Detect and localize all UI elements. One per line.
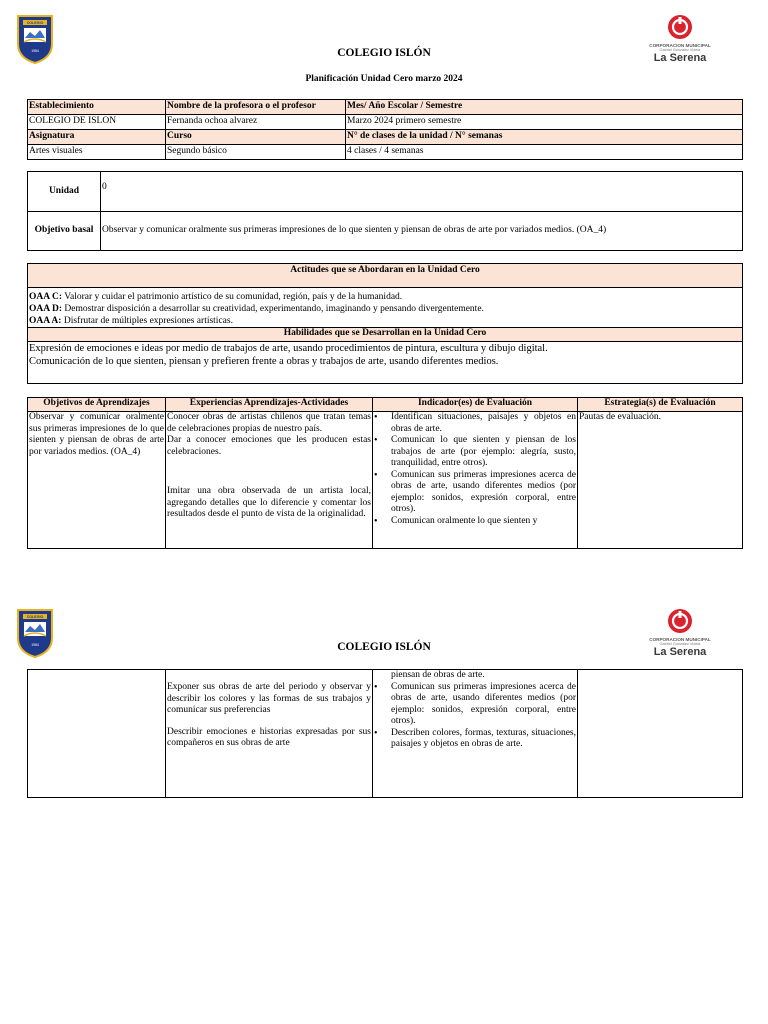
value-subject: Artes visuales xyxy=(28,145,166,160)
header-establishment: Establecimiento xyxy=(28,100,166,115)
skills-list xyxy=(28,342,743,384)
page-title: COLEGIO ISLÓN xyxy=(337,47,431,59)
attitudes-table xyxy=(27,263,743,384)
col-experiences: Experiencias Aprendizajes-Actividades xyxy=(166,398,373,412)
city-name: La Serena xyxy=(653,646,707,658)
attitude-item: OAA A: Disfrutar de múltiples expresiones artísticas. xyxy=(29,316,233,326)
indicator-item: • Comunican sus primeras impresiones acerca de obras de arte, usando diferentes medios (por ejemplo: sonidos, expresión corporal, entre otros). xyxy=(374,682,576,728)
page-subtitle: Planificación Unidad Cero marzo 2024 xyxy=(305,74,463,84)
attitude-item: OAA D: Demostrar disposición a desarrollar su creatividad, experimentando, imaginando y pensando divergentemente. xyxy=(29,304,484,314)
value-establishment: COLEGIO DE ISLON xyxy=(28,115,166,130)
la-serena-emblem-icon xyxy=(667,608,693,634)
unit-table xyxy=(27,171,743,251)
indicator-item: • Comunican sus primeras impresiones acerca de obras de arte, usando diferentes medios (por ejemplo: sonidos, expresión corporal, entre otros). xyxy=(374,470,576,516)
page-title: COLEGIO ISLÓN xyxy=(337,641,431,653)
activity-item: Imitar una obra observada de un artista local, agregando detalles que lo diferencie y comentar los resultados desde el punto de vista de la originalidad. xyxy=(167,486,371,519)
header-classes: N° de clases de la unidad / N° semanas xyxy=(346,130,743,145)
strategy-cell: Pautas de evaluación. xyxy=(578,412,743,549)
city-name: La Serena xyxy=(653,52,707,64)
header-month-year: Mes/ Año Escolar / Semestre xyxy=(346,100,743,115)
activities-cell xyxy=(166,412,373,549)
unit-value: 0 xyxy=(101,172,743,212)
value-month-year: Marzo 2024 primero semestre xyxy=(346,115,743,130)
col-objectives: Objetivos de Aprendizajes xyxy=(28,398,166,412)
activity-item: Exponer sus obras de arte del periodo y observar y describir los colores y las formas de sus trabajos y comunicar sus preferencias xyxy=(167,682,371,715)
unit-label: Unidad xyxy=(28,172,101,212)
header-teacher: Nombre de la profesora o el profesor xyxy=(166,100,346,115)
strategy-cell xyxy=(578,670,743,798)
corp-subline: Gabriel González Videla xyxy=(659,48,701,52)
indicators-cell xyxy=(373,670,578,798)
corp-line: CORPORACION MUNICIPAL xyxy=(649,43,711,48)
indicator-continuation: piensan de obras de arte. xyxy=(391,670,485,680)
corp-line: CORPORACION MUNICIPAL xyxy=(649,637,711,642)
objective-label: Objetivo basal xyxy=(28,212,101,251)
value-teacher: Fernanda ochoa alvarez xyxy=(166,115,346,130)
svg-text:1984: 1984 xyxy=(31,643,39,647)
header-subject: Asignatura xyxy=(28,130,166,145)
la-serena-logo xyxy=(641,608,719,664)
skill-item: Expresión de emociones e ideas por medio de trabajos de arte, usando procedimientos de pintura, escultura y dibujo digital. xyxy=(29,343,548,354)
indicator-item: • Comunican lo que sienten y piensan de los trabajos de arte (por ejemplo: alegría, susto, tranquilidad, entre otros). xyxy=(374,435,576,470)
info-table xyxy=(27,99,743,160)
svg-text:COLEGIO: COLEGIO xyxy=(26,615,44,620)
indicator-item: • Identifican situaciones, paisajes y objetos en obras de arte. xyxy=(374,412,576,435)
activity-item: Dar a conocer emociones que les producen estas celebraciones. xyxy=(167,435,371,457)
col-indicators: Indicador(es) de Evaluación xyxy=(373,398,578,412)
plan-table xyxy=(27,397,743,549)
attitude-item: OAA C: Valorar y cuidar el patrimonio artístico de su comunidad, región, país y de la humanidad. xyxy=(29,292,403,302)
header-course: Curso xyxy=(166,130,346,145)
attitudes-title: Actitudes que se Abordaran en la Unidad Cero xyxy=(28,264,743,288)
skill-item: Comunicación de lo que sienten, piensan y prefieren frente a obras y trabajos de arte, usando diferentes medios. xyxy=(29,356,499,367)
la-serena-logo xyxy=(641,14,719,70)
indicator-item: • Comunican oralmente lo que sienten y xyxy=(374,516,576,528)
value-classes: 4 clases / 4 semanas xyxy=(346,145,743,160)
value-course: Segundo básico xyxy=(166,145,346,160)
la-serena-emblem-icon xyxy=(667,14,693,40)
skills-title: Habilidades que se Desarrollan en la Unidad Cero xyxy=(28,328,743,342)
indicator-item: • Describen colores, formas, texturas, situaciones, paisajes y objetos en obras de arte. xyxy=(374,728,576,751)
plan-table-continued xyxy=(27,669,743,798)
svg-text:1984: 1984 xyxy=(31,49,39,53)
activity-item: Describir emociones e historias expresadas por sus compañeros en sus obras de arte xyxy=(167,726,371,748)
corp-subline: Gabriel González Videla xyxy=(659,642,701,646)
objective-value: Observar y comunicar oralmente sus primeras impresiones de lo que sienten y piensan de obras de arte por variados medios. (OA_4) xyxy=(101,212,743,251)
attitudes-list xyxy=(28,288,743,328)
activity-item: Conocer obras de artistas chilenos que tratan temas de celebraciones propias de nuestro país. xyxy=(167,412,371,434)
indicators-cell xyxy=(373,412,578,549)
col-strategies: Estrategia(s) de Evaluación xyxy=(578,398,743,412)
objective-cell: Observar y comunicar oralmente sus primeras impresiones de lo que sienten y piensan de obras de arte por variados medios. (OA_4) xyxy=(28,412,166,549)
activities-cell xyxy=(166,670,373,798)
svg-text:COLEGIO: COLEGIO xyxy=(26,21,44,26)
objective-cell xyxy=(28,670,166,798)
